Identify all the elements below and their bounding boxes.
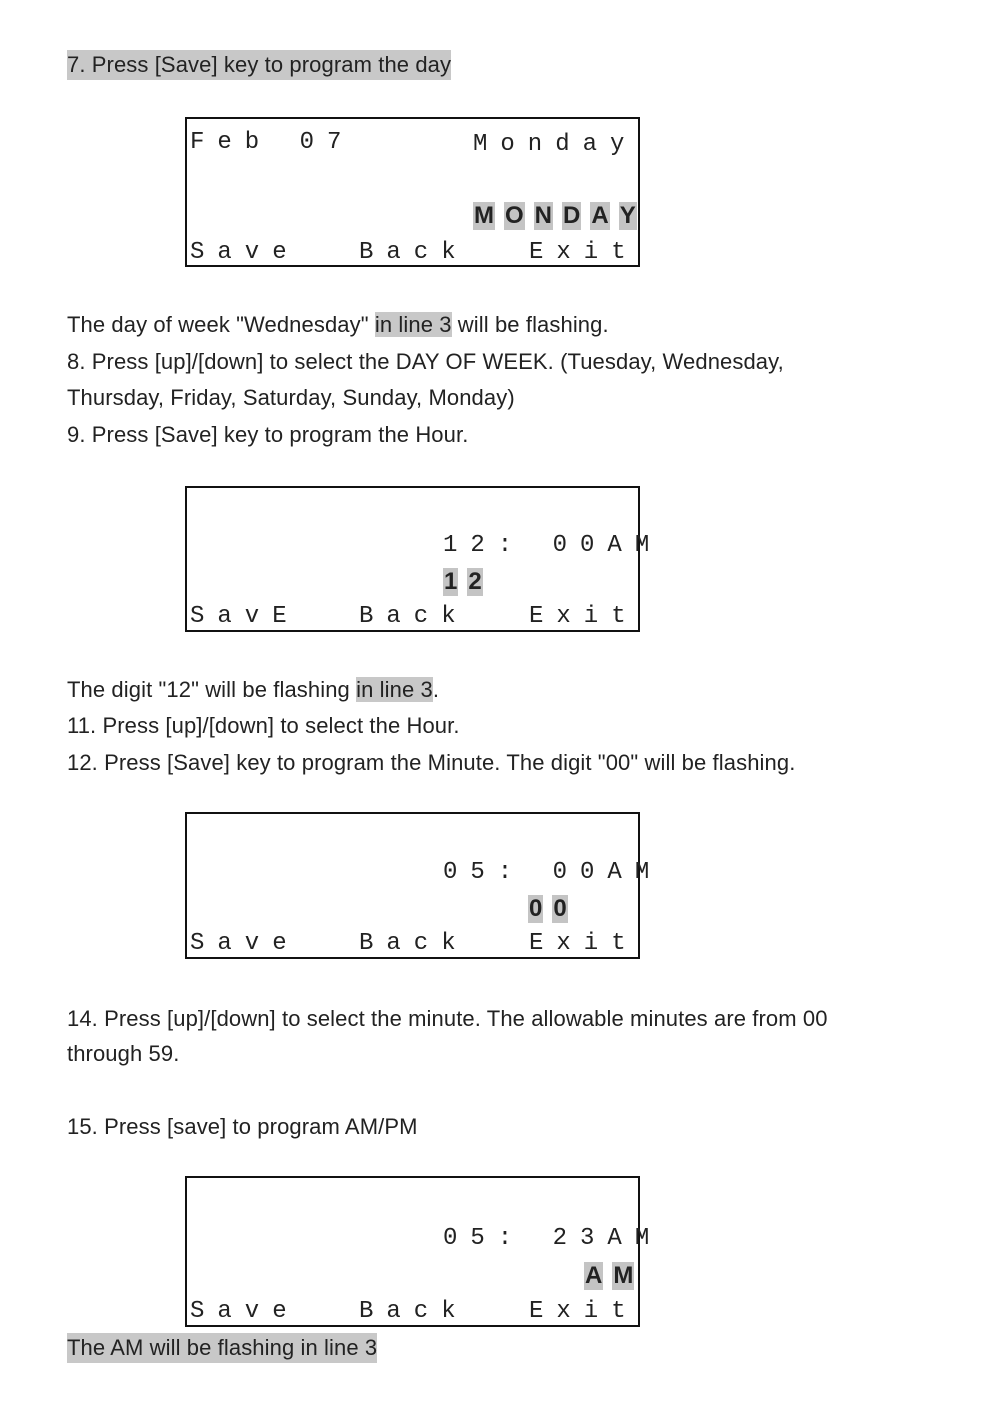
day-flashing-note bbox=[67, 310, 609, 340]
step-14-line-1: 14. Press [up]/[down] to select the minute. The allowable minutes are from 00 bbox=[67, 1006, 828, 1031]
lcd-save-label: Save bbox=[190, 930, 300, 957]
step-7: 7. Press [Save] key to program the day bbox=[67, 50, 451, 80]
hour-flashing-note bbox=[67, 675, 439, 705]
step-9: 9. Press [Save] key to program the Hour. bbox=[67, 422, 469, 447]
lcd-display-ampm bbox=[185, 1176, 663, 1327]
note-text: The day of week "Wednesday" bbox=[67, 312, 369, 337]
lcd-save-label: Save bbox=[190, 1298, 300, 1325]
step-15: 15. Press [save] to program AM/PM bbox=[67, 1114, 418, 1139]
step-8-line-1: 8. Press [up]/[down] to select the DAY OF WEEK. (Tuesday, Wednesday, bbox=[67, 349, 784, 374]
lcd-flash-day bbox=[473, 202, 637, 230]
lcd-save-label: SavE bbox=[190, 603, 300, 630]
flash-char: 0 bbox=[529, 895, 543, 922]
lcd-exit-label: Exit bbox=[529, 1298, 639, 1325]
lcd-back-label: Back bbox=[359, 603, 469, 630]
lcd-flash-ampm bbox=[584, 1262, 634, 1290]
lcd-time: 12: 00AM bbox=[443, 532, 663, 559]
flash-char: Y bbox=[619, 202, 636, 229]
step-14-line-2: through 59. bbox=[67, 1041, 180, 1066]
lcd-exit-label: Exit bbox=[529, 239, 639, 266]
flash-char: A bbox=[585, 1262, 603, 1289]
lcd-back-label: Back bbox=[359, 239, 469, 266]
note-highlight: in line 3 bbox=[374, 312, 452, 337]
lcd-time: 05: 23AM bbox=[443, 1225, 663, 1252]
flash-char: 0 bbox=[553, 895, 567, 922]
lcd-day: Monday bbox=[473, 131, 638, 158]
lcd-back-label: Back bbox=[359, 1298, 469, 1325]
lcd-save-label: Save bbox=[190, 239, 300, 266]
step-8-line-2: Thursday, Friday, Saturday, Sunday, Monday) bbox=[67, 385, 515, 410]
lcd-time: 05: 00AM bbox=[443, 859, 663, 886]
step-11: 11. Press [up]/[down] to select the Hour. bbox=[67, 713, 460, 738]
flash-char: 1 bbox=[444, 568, 458, 595]
step-12: 12. Press [Save] key to program the Minute. The digit "00" will be flashing. bbox=[67, 750, 796, 775]
note-text: The digit "12" will be flashing bbox=[67, 677, 357, 702]
flash-char: N bbox=[534, 202, 553, 229]
note-text: . bbox=[432, 677, 440, 702]
lcd-display-day bbox=[185, 117, 640, 267]
flash-char: A bbox=[591, 202, 609, 229]
lcd-display-minute bbox=[185, 812, 663, 959]
lcd-back-label: Back bbox=[359, 930, 469, 957]
lcd-exit-label: Exit bbox=[529, 930, 639, 957]
note-highlight: in line 3 bbox=[356, 677, 433, 702]
lcd-date: Feb 07 bbox=[190, 129, 355, 156]
flash-char: M bbox=[613, 1262, 634, 1289]
flash-char: O bbox=[505, 202, 524, 229]
flash-char: 2 bbox=[468, 568, 482, 595]
note-text: will be flashing. bbox=[451, 312, 609, 337]
lcd-flash-minute bbox=[528, 895, 568, 923]
lcd-display-hour bbox=[185, 486, 663, 632]
lcd-flash-hour bbox=[443, 568, 483, 596]
lcd-exit-label: Exit bbox=[529, 603, 639, 630]
ampm-flashing-note: The AM will be flashing in line 3 bbox=[67, 1333, 377, 1363]
flash-char: M bbox=[474, 202, 494, 229]
flash-char: D bbox=[563, 202, 581, 229]
